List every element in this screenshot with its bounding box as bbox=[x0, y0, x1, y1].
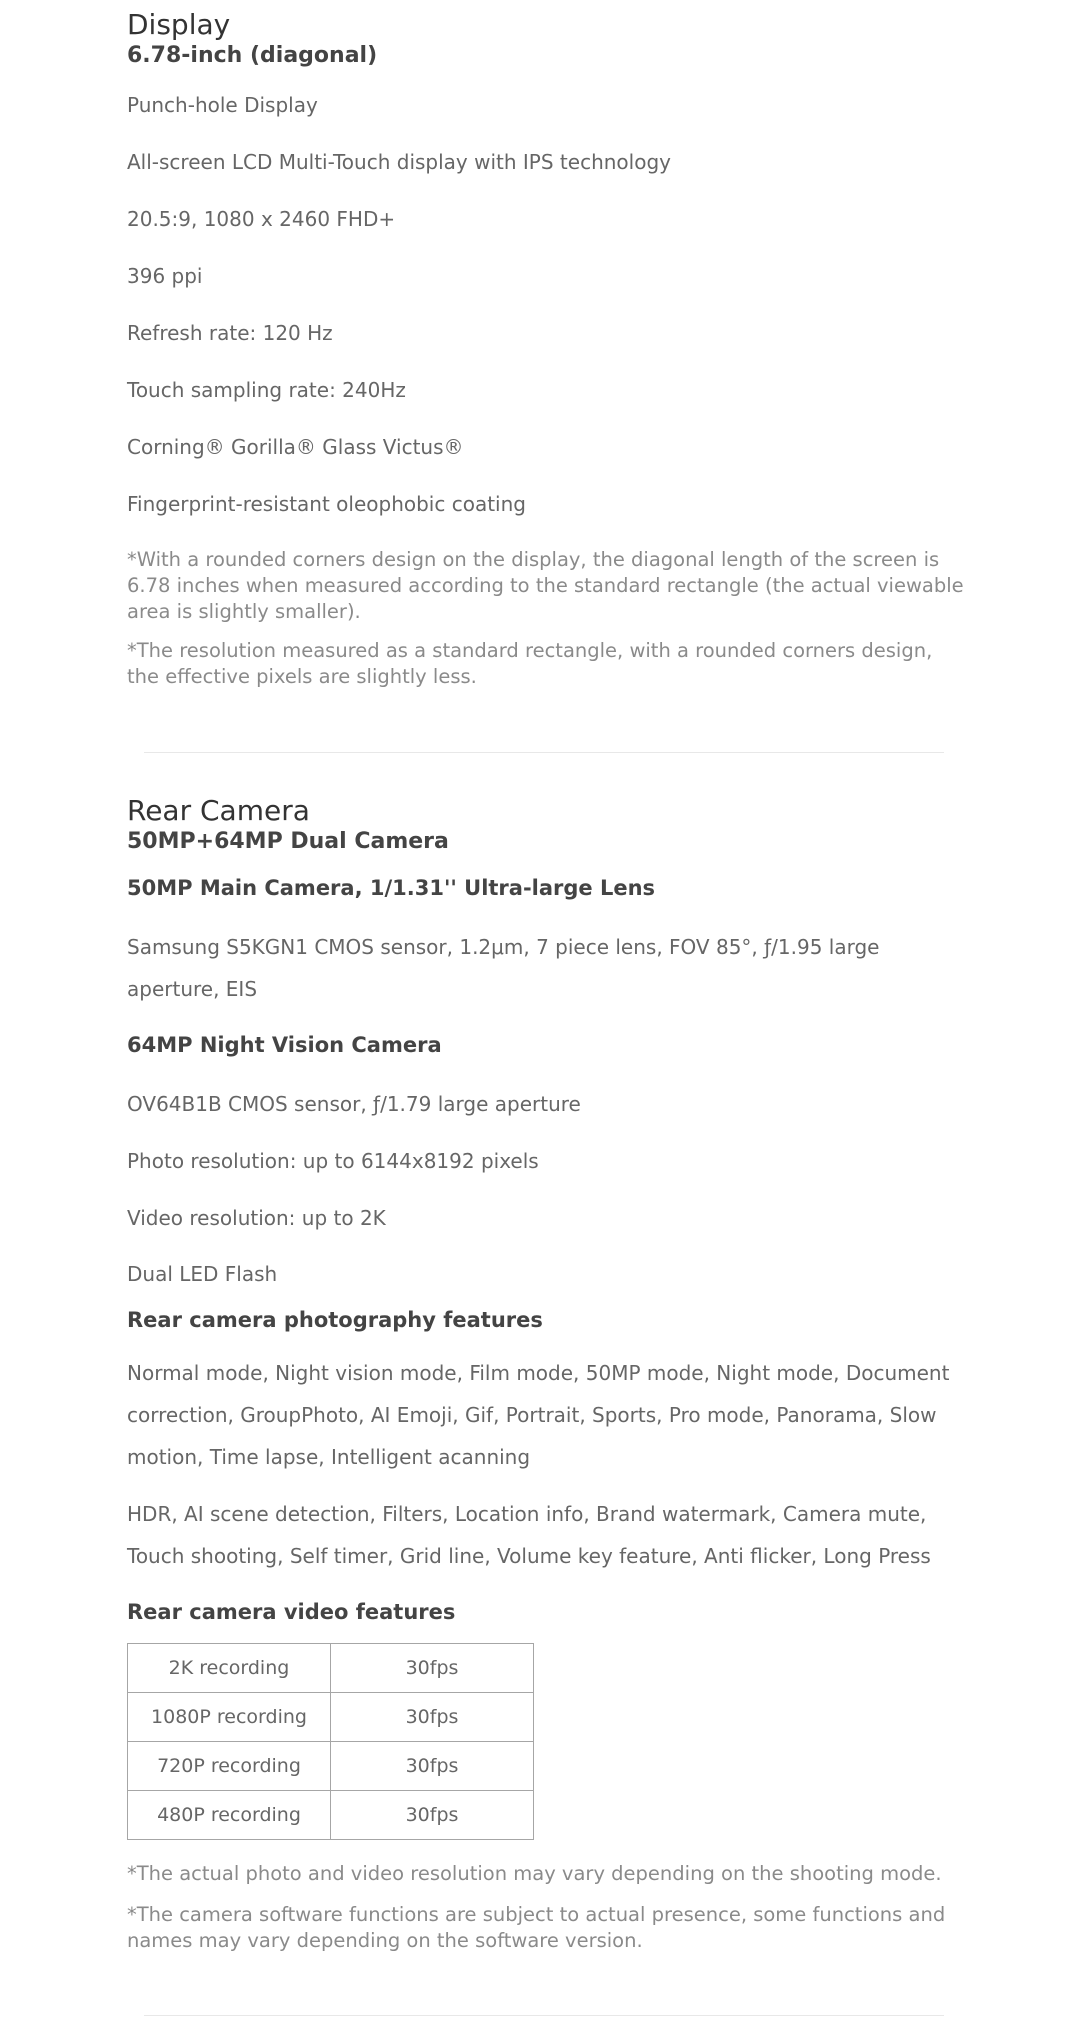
table-row bbox=[128, 1693, 534, 1742]
main-camera-heading: 50MP Main Camera, 1/1.31'' Ultra-large Lens bbox=[127, 876, 656, 900]
display-spec-item: 396 ppi bbox=[127, 264, 203, 288]
video-features-heading: Rear camera video features bbox=[127, 1600, 456, 1624]
display-spec-item: Refresh rate: 120 Hz bbox=[127, 321, 333, 345]
table-row bbox=[128, 1742, 534, 1791]
table-row bbox=[128, 1791, 534, 1840]
display-section bbox=[127, 10, 967, 68]
display-note: *The resolution measured as a standard rectangle, with a rounded corners design, the effective pixels are slightly less. bbox=[127, 639, 933, 688]
video-fps-cell: 30fps bbox=[331, 1644, 534, 1693]
video-fps-cell: 30fps bbox=[331, 1742, 534, 1791]
display-spec-item: All-screen LCD Multi-Touch display with IPS technology bbox=[127, 150, 671, 174]
night-camera-heading: 64MP Night Vision Camera bbox=[127, 1033, 442, 1057]
video-mode-cell: 2K recording bbox=[128, 1644, 331, 1693]
display-spec-item: Corning® Gorilla® Glass Victus® bbox=[127, 435, 464, 459]
main-camera-description: Samsung S5KGN1 CMOS sensor, 1.2μm, 7 piece lens, FOV 85°, ƒ/1.95 large aperture, EIS bbox=[127, 935, 880, 1001]
video-mode-cell: 1080P recording bbox=[128, 1693, 331, 1742]
display-spec-item: 20.5:9, 1080 x 2460 FHD+ bbox=[127, 207, 396, 231]
video-mode-cell: 480P recording bbox=[128, 1791, 331, 1840]
night-camera-spec: Dual LED Flash bbox=[127, 1262, 278, 1286]
camera-note: *The camera software functions are subject to actual presence, some functions and names may vary depending on the software version. bbox=[127, 1903, 946, 1952]
night-camera-spec: Photo resolution: up to 6144x8192 pixels bbox=[127, 1149, 539, 1173]
video-features-table bbox=[127, 1643, 534, 1840]
camera-note: *The actual photo and video resolution may vary depending on the shooting mode. bbox=[127, 1862, 942, 1885]
video-fps-cell: 30fps bbox=[331, 1693, 534, 1742]
night-camera-spec: Video resolution: up to 2K bbox=[127, 1206, 386, 1230]
display-spec-item: Punch-hole Display bbox=[127, 93, 318, 117]
photo-features-list: Normal mode, Night vision mode, Film mode, 50MP mode, Night mode, Document correction, GroupPhoto, AI Emoji, Gif, Portrait, Sports, Pro mode, Panorama, Slow motion, Time lapse, Intelligent acanning bbox=[127, 1361, 950, 1469]
display-spec-item: Touch sampling rate: 240Hz bbox=[127, 378, 406, 402]
rear-camera-subtitle: 50MP+64MP Dual Camera bbox=[127, 828, 449, 854]
table-row bbox=[128, 1644, 534, 1693]
photo-features-list: HDR, AI scene detection, Filters, Location info, Brand watermark, Camera mute, Touch shooting, Self timer, Grid line, Volume key feature, Anti flicker, Long Press bbox=[127, 1502, 931, 1568]
section-divider bbox=[144, 2015, 944, 2016]
rear-camera-title: Rear Camera bbox=[127, 794, 310, 827]
display-title: Display bbox=[127, 8, 231, 41]
rear-camera-section bbox=[127, 796, 967, 854]
photo-features-heading: Rear camera photography features bbox=[127, 1308, 543, 1332]
video-mode-cell: 720P recording bbox=[128, 1742, 331, 1791]
display-subtitle: 6.78-inch (diagonal) bbox=[127, 42, 378, 68]
display-spec-item: Fingerprint-resistant oleophobic coating bbox=[127, 492, 526, 516]
night-camera-spec: OV64B1B CMOS sensor, ƒ/1.79 large aperture bbox=[127, 1092, 581, 1116]
video-fps-cell: 30fps bbox=[331, 1791, 534, 1840]
display-note: *With a rounded corners design on the display, the diagonal length of the screen is 6.78 inches when measured according to the standard rectangle (the actual viewable area is slightly smaller). bbox=[127, 548, 964, 623]
section-divider bbox=[144, 752, 944, 753]
